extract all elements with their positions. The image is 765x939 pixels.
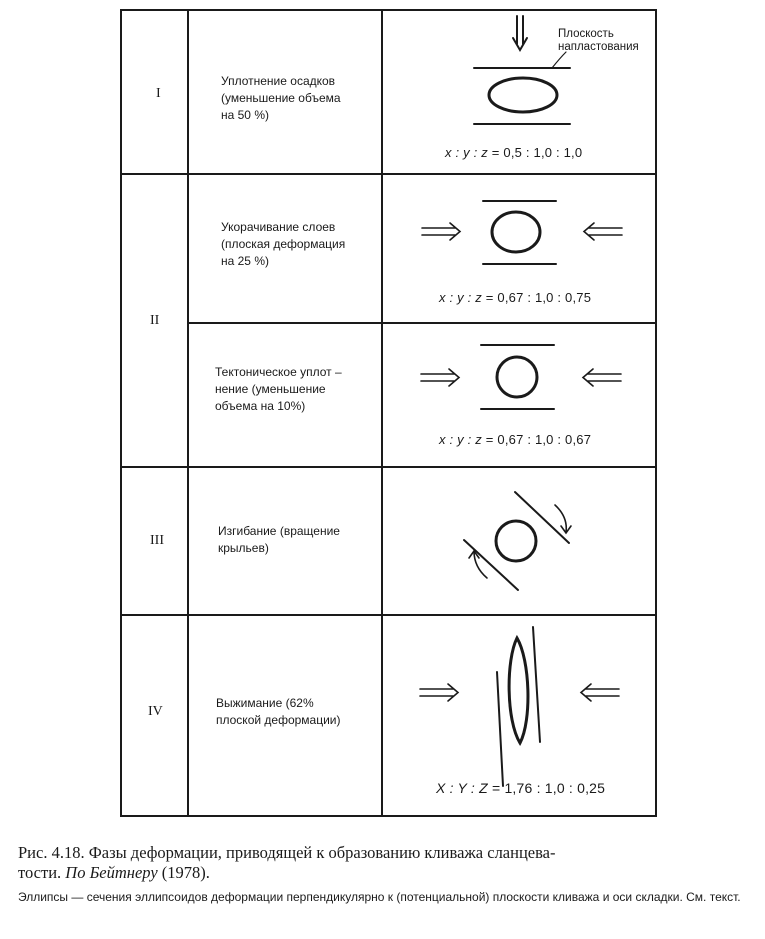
arrow-right-icon bbox=[422, 223, 460, 240]
description-line: плоской деформации) bbox=[216, 713, 341, 727]
caption-line-2 bbox=[18, 863, 753, 883]
description-line: Укорачивание слоев bbox=[221, 220, 336, 234]
row-1-diagram bbox=[474, 16, 570, 124]
description-line: на 25 %) bbox=[221, 254, 269, 268]
phase-label-II: II bbox=[150, 313, 160, 328]
description-line: на 50 %) bbox=[221, 108, 269, 122]
ratio-variables: x : y : z bbox=[439, 290, 482, 305]
description-line: Изгибание (вращение bbox=[218, 524, 340, 538]
phase-label-IV: IV bbox=[148, 704, 163, 719]
description-line: Уплотнение осадков bbox=[221, 74, 336, 88]
phase-label-III: III bbox=[150, 533, 164, 548]
strain-ellipse bbox=[489, 78, 557, 112]
strain-ellipse-elongated bbox=[509, 638, 528, 743]
cleavage-plane-line bbox=[533, 627, 540, 742]
ratio-variables: X : Y : Z bbox=[436, 780, 488, 796]
row-5-diagram bbox=[420, 627, 619, 786]
figure-note: Эллипсы — сечения эллипсоидов деформации перпендикулярно к (потенциальной) плоскости кливажа и оси складки. См. текст. bbox=[18, 890, 741, 904]
ratio-values: 0,5 : 1,0 : 1,0 bbox=[503, 145, 583, 160]
ratio-variables: x : y : z bbox=[445, 145, 488, 160]
arrow-left-icon bbox=[584, 223, 622, 240]
arrow-left-icon bbox=[581, 684, 619, 701]
strain-ellipse bbox=[492, 212, 540, 252]
ratio-row-1: x : y : z = 0,5 : 1,0 : 1,0 bbox=[445, 145, 583, 160]
description-line: (уменьшение объема bbox=[221, 91, 341, 105]
ratio-values: 1,76 : 1,0 : 0,25 bbox=[504, 780, 606, 796]
ratio-values: 0,67 : 1,0 : 0,67 bbox=[497, 432, 592, 447]
ratio-row-3: x : y : z = 0,67 : 1,0 : 0,67 bbox=[439, 432, 592, 447]
bedding-label-line: Плоскость bbox=[558, 28, 614, 40]
row-4-diagram bbox=[464, 492, 571, 590]
caption-line-1: Рис. 4.18. Фазы деформации, приводящей к образованию кливажа сланцева- bbox=[18, 843, 556, 862]
compression-arrow-down-icon bbox=[513, 16, 527, 50]
caption-year: (1978). bbox=[157, 863, 210, 882]
caption-text: тости. bbox=[18, 863, 66, 882]
caption-author: По Бейтнеру bbox=[65, 863, 158, 882]
description-line: объема на 10%) bbox=[215, 399, 306, 413]
phase-label-I: I bbox=[156, 86, 161, 101]
row-2-diagram bbox=[422, 201, 622, 264]
strain-circle bbox=[496, 521, 536, 561]
ratio-row-2: x : y : z = 0,67 : 1,0 : 0,75 bbox=[439, 290, 592, 305]
arrow-left-icon bbox=[583, 369, 621, 386]
bedding-label-line: напластования bbox=[558, 41, 639, 53]
cleavage-plane-line bbox=[497, 672, 503, 786]
fold-limb-line bbox=[515, 492, 569, 543]
description-line: Тектоническое уплот – bbox=[215, 365, 342, 379]
figure-caption bbox=[18, 843, 753, 883]
description-line: Выжимание (62% bbox=[216, 696, 314, 710]
arrow-right-icon bbox=[420, 684, 458, 701]
description-line: (плоская деформация bbox=[221, 237, 346, 251]
description-line: крыльев) bbox=[218, 541, 269, 555]
fold-limb-line bbox=[464, 540, 518, 590]
ratio-row-5: X : Y : Z = 1,76 : 1,0 : 0,25 bbox=[436, 780, 606, 796]
arrow-right-icon bbox=[421, 369, 459, 386]
bedding-pointer-line bbox=[552, 52, 566, 68]
description-line: нение (уменьшение bbox=[215, 382, 326, 396]
ratio-values: 0,67 : 1,0 : 0,75 bbox=[497, 290, 592, 305]
strain-circle bbox=[497, 357, 537, 397]
rotation-arrow-icon bbox=[555, 505, 566, 532]
ratio-variables: x : y : z bbox=[439, 432, 482, 447]
row-3-diagram bbox=[421, 345, 621, 409]
